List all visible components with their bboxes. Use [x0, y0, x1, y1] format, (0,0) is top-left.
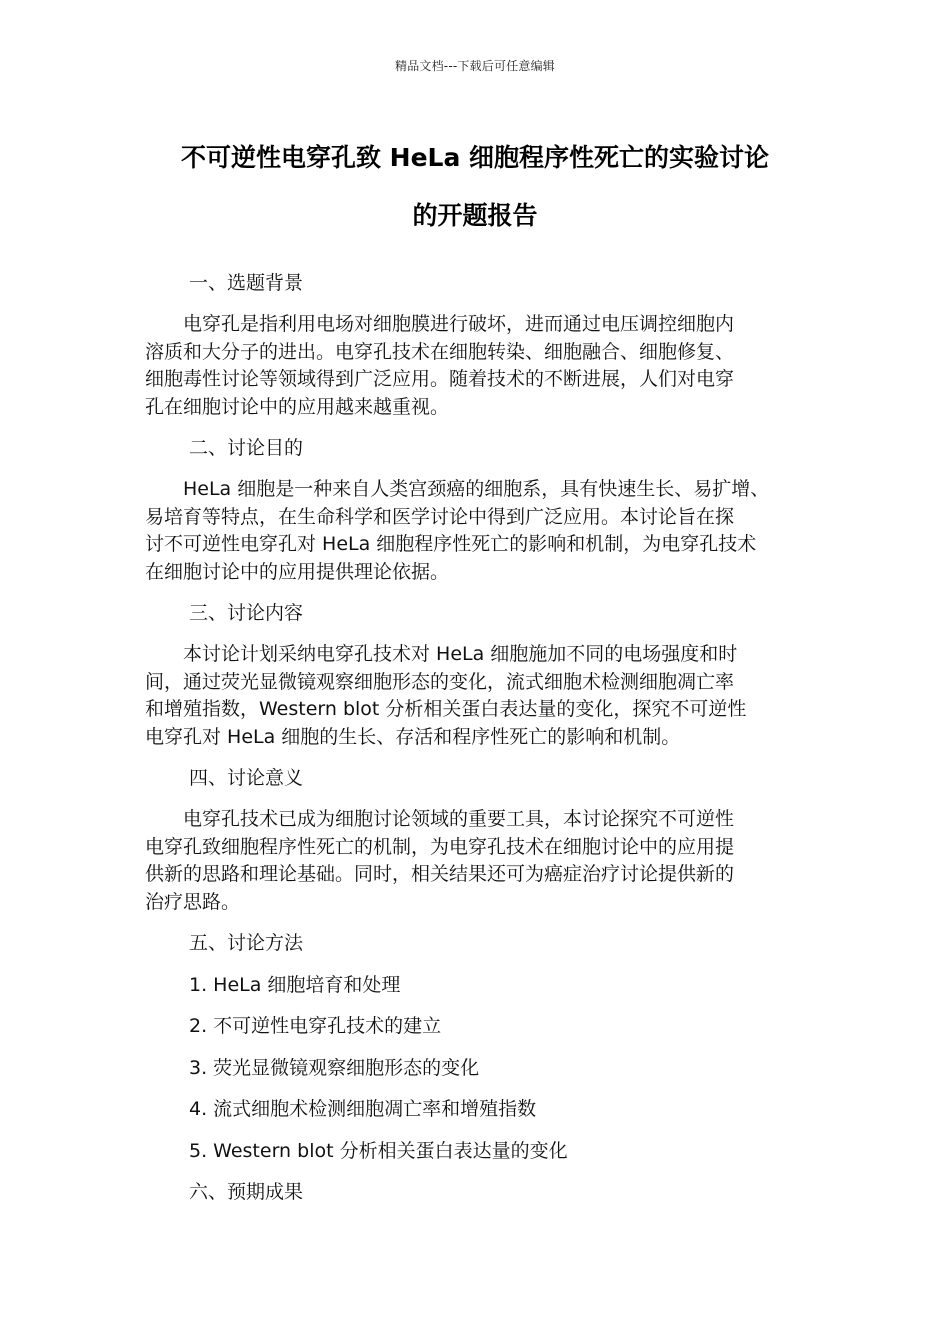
document-body: [145, 270, 820, 1206]
section-heading-expected-results: 六、预期成果: [189, 1181, 304, 1203]
section-paragraph-background: 电穿孔是指利用电场对细胞膜进行破坏，进而通过电压调控细胞内 溶质和大分子的进出。电穿孔技术在细胞转染、细胞融合、细胞修复、 细胞毒性讨论等领域得到广泛应用。随着技术的不断进展，人们对电穿 孔在细胞讨论中的应用越来越重视。: [145, 313, 735, 418]
page-header: 精品文档---下载后可任意编辑: [395, 59, 555, 73]
section-paragraph-content: 本讨论计划采纳电穿孔技术对 HeLa 细胞施加不同的电场强度和时 间，通过荧光显微镜观察细胞形态的变化，流式细胞术检测细胞凋亡率 和增殖指数，Western blot 分析相关蛋白表达量的变化，探究不可逆性 电穿孔对 HeLa 细胞的生长、存活和程序性死亡的影响和机制。: [145, 643, 747, 748]
section-heading-background: 一、选题背景: [189, 272, 304, 294]
method-list-item: 3. 荧光显微镜观察细胞形态的变化: [189, 1056, 480, 1079]
document-title-line-1: 不可逆性电穿孔致 HeLa 细胞程序性死亡的实验讨论: [180, 143, 770, 172]
section-heading-content: 三、讨论内容: [189, 602, 304, 624]
document-title-line-2: 的开题报告: [412, 201, 538, 230]
method-list-item: 4. 流式细胞术检测细胞凋亡率和增殖指数: [189, 1098, 537, 1120]
section-heading-methods: 五、讨论方法: [189, 932, 304, 954]
method-list-item: 1. HeLa 细胞培育和处理: [189, 973, 401, 996]
method-list-item: 5. Western blot 分析相关蛋白表达量的变化: [189, 1139, 568, 1162]
section-heading-purpose: 二、讨论目的: [189, 437, 304, 459]
section-paragraph-purpose: HeLa 细胞是一种来自人类宫颈癌的细胞系，具有快速生长、易扩增、 易培育等特点，在生命科学和医学讨论中得到广泛应用。本讨论旨在探 讨不可逆性电穿孔对 HeLa 细胞程序性死亡的影响和机制，为电穿孔技术 在细胞讨论中的应用提供理论依据。: [145, 478, 770, 583]
section-paragraph-significance: 电穿孔技术已成为细胞讨论领域的重要工具，本讨论探究不可逆性 电穿孔致细胞程序性死亡的机制，为电穿孔技术在细胞讨论中的应用提 供新的思路和理论基础。同时，相关结果还可为癌症治疗讨论提供新的 治疗思路。: [145, 808, 735, 913]
method-list-item: 2. 不可逆性电穿孔技术的建立: [189, 1015, 442, 1037]
section-heading-significance: 四、讨论意义: [189, 767, 304, 789]
